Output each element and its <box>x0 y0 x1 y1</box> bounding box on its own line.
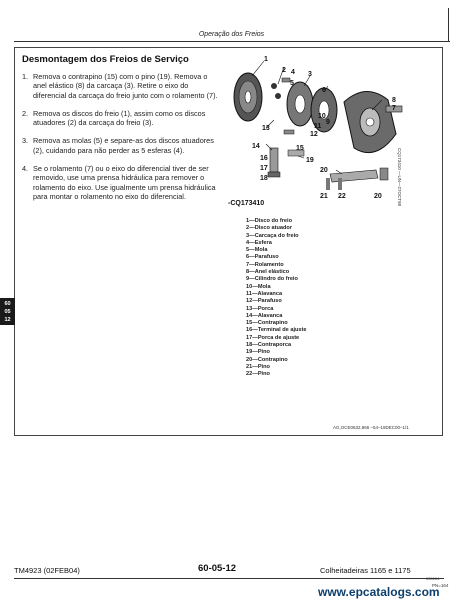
step-item <box>22 164 222 201</box>
legend-item: 9—Cilindro do freio <box>246 276 298 283</box>
callout-number: 11 <box>314 123 322 130</box>
legend-item: 7—Rolamento <box>246 261 284 268</box>
callout-number: 10 <box>318 113 326 120</box>
procedure-steps <box>22 72 222 210</box>
callout-number: 3 <box>308 71 312 78</box>
legend-item: 15—Contrapino <box>246 320 288 327</box>
step-text: Remova os discos do freio (1), assim como os discos atuadores (2) da carcaça do freio (3). <box>33 108 206 128</box>
legend-item: 19—Pino <box>246 349 270 356</box>
footer-model: Colheitadeiras 1165 e 1175 <box>320 566 411 575</box>
step-text: Remova o contrapino (15) com o pino (19). Remova o anel elástico (8) da carcaça (3). Retire o eixo do diferencial da carcaça do freio junto com o rolamento (7). <box>33 72 218 100</box>
callout-number: 22 <box>338 193 346 200</box>
callout-number: 7 <box>392 105 396 112</box>
step-number: 4. <box>22 164 29 174</box>
legend-item: 11—Alavanca <box>246 290 283 297</box>
footer-code: 030004 <box>426 576 440 581</box>
section-side-tab <box>0 298 15 325</box>
callout-number: 14 <box>252 143 260 150</box>
legend-item: 4—Esfera <box>246 239 272 246</box>
legend-item: 3—Carcaça do freio <box>246 232 299 239</box>
step-number: 2. <box>22 108 29 118</box>
legend-item: 2—Disco atuador <box>246 225 293 232</box>
header-rule <box>14 41 450 42</box>
section-title: Desmontagem dos Freios de Serviço <box>22 54 189 65</box>
footer-manual-id: TM4923 (02FEB04) <box>14 566 80 575</box>
side-tab-line: 05 <box>4 309 11 315</box>
step-text: Se o rolamento (7) ou o eixo do diferencial tiver de ser removido, use uma prensa hidráulica para remover o rolamento do eixo. Use igualmente um prensa hidráulica para montar o rolamento no eixo do diferencial. <box>33 164 216 201</box>
step-number: 1. <box>22 72 29 81</box>
step-item <box>22 136 222 155</box>
legend-item: 20—Contrapino <box>246 356 288 363</box>
brake-exploded-diagram <box>226 52 416 202</box>
side-tab-line: 12 <box>4 317 11 323</box>
legend-item: 13—Porca <box>246 305 274 312</box>
callout-number: 2 <box>282 67 286 74</box>
callout-number: 20 <box>374 193 382 200</box>
adjuster-linkage-illustration <box>268 148 388 190</box>
brake-disc-illustration <box>234 73 262 121</box>
callout-number: 20 <box>320 167 328 174</box>
footer-page-number: 60-05-12 <box>198 563 237 574</box>
legend-item: 6—Parafuso <box>246 254 279 261</box>
legend-item: 16—Terminal de ajuste <box>246 327 307 334</box>
side-tab-line: 60 <box>4 301 11 307</box>
callout-number: 19 <box>306 157 314 164</box>
legend-item: 22—Pino <box>246 371 270 378</box>
callout-number: 16 <box>260 155 268 162</box>
watermark-link[interactable]: www.epcatalogs.com <box>318 585 440 599</box>
callout-number: 13 <box>262 125 270 132</box>
callout-number: 8 <box>392 97 396 104</box>
callout-number: 17 <box>260 165 268 172</box>
step-number: 3. <box>22 136 29 146</box>
legend-item: 18—Contraporca <box>246 342 292 349</box>
figure-vertical-ref: CQ173410 —UN—27OCT98 <box>397 148 402 207</box>
legend-item: 1—Disco do freio <box>246 218 293 224</box>
figure-reference-code: AG,OCE0632,866 –54–19DEC00–1/1 <box>333 425 409 430</box>
callout-number: 6 <box>322 87 326 94</box>
callout-number: 1 <box>264 56 268 63</box>
step-item <box>22 72 222 100</box>
callout-number: 21 <box>320 193 328 200</box>
legend-item: 10—Mola <box>246 283 271 290</box>
callout-number: 15 <box>296 145 304 152</box>
legend-item: 5—Mola <box>246 247 268 254</box>
legend-item: 8—Anel elástico <box>246 269 290 276</box>
footer-page-ref: PN=164 <box>432 583 449 588</box>
legend-item: 12—Parafuso <box>246 298 282 305</box>
figure-code: -CQ173410 <box>228 200 265 207</box>
page-header-title: Operação dos Freios <box>198 31 265 38</box>
legend-item: 17—Porca de ajuste <box>246 334 300 341</box>
callout-number: 12 <box>310 131 318 138</box>
callout-number: 9 <box>326 119 330 126</box>
footer-rule <box>14 578 444 579</box>
callout-number: 18 <box>260 175 268 182</box>
figure-legend <box>246 218 307 379</box>
legend-item: 14—Alavanca <box>246 312 283 319</box>
callout-number: 5 <box>290 80 294 87</box>
callout-number: 4 <box>291 69 295 76</box>
legend-item: 21—Pino <box>246 363 270 370</box>
step-text: Remova as molas (5) e separe-as dos discos atuadores (2), cuidando para não perder as 5 esferas (4). <box>33 136 214 155</box>
step-item <box>22 109 222 128</box>
